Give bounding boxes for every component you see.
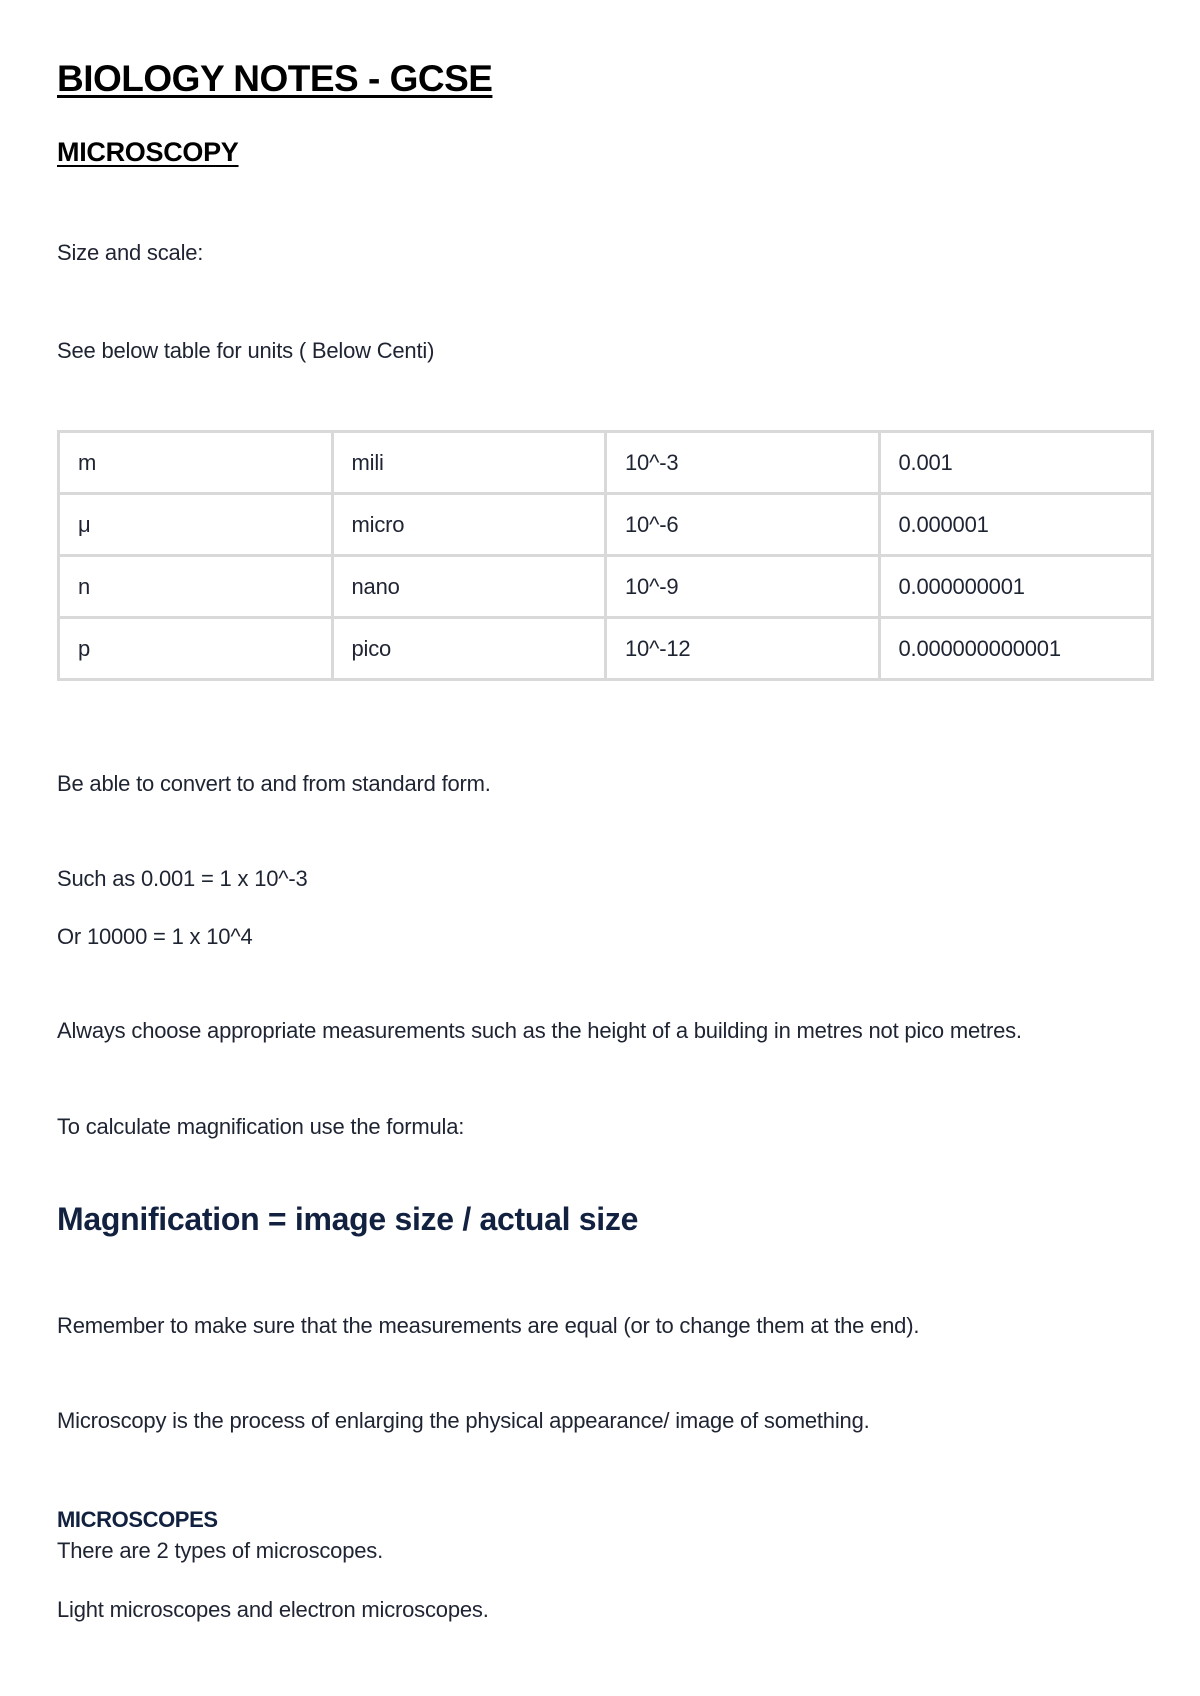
magnification-intro-text: To calculate magnification use the formula: [57, 1114, 465, 1139]
table-row [59, 494, 1153, 556]
unit-symbol-cell: m [59, 432, 333, 494]
unit-power-cell: 10^-9 [606, 556, 880, 618]
microscopes-heading: MICROSCOPES [57, 1507, 218, 1532]
microscopy-definition-text: Microscopy is the process of enlarging the physical appearance/ image of something. [57, 1408, 870, 1433]
table-row [59, 432, 1153, 494]
magnification-formula: Magnification = image size / actual size [57, 1201, 639, 1237]
size-and-scale-text: Size and scale: [57, 240, 204, 265]
table-row [59, 556, 1153, 618]
standard-form-text: Be able to convert to and from standard form. [57, 771, 491, 796]
unit-prefix-cell: nano [332, 556, 606, 618]
example-2-text: Or 10000 = 1 x 10^4 [57, 924, 253, 949]
unit-prefix-cell: mili [332, 432, 606, 494]
unit-power-cell: 10^-3 [606, 432, 880, 494]
unit-decimal-cell: 0.000000001 [879, 556, 1153, 618]
unit-symbol-cell: n [59, 556, 333, 618]
unit-power-cell: 10^-6 [606, 494, 880, 556]
microscope-types-text: Light microscopes and electron microscopes. [57, 1597, 489, 1622]
section-title-microscopy: MICROSCOPY [57, 137, 239, 167]
unit-power-cell: 10^-12 [606, 618, 880, 680]
remember-text: Remember to make sure that the measurements are equal (or to change them at the end). [57, 1313, 920, 1338]
unit-decimal-cell: 0.000001 [879, 494, 1153, 556]
document-title: BIOLOGY NOTES - GCSE [57, 58, 493, 99]
example-1-text: Such as 0.001 = 1 x 10^-3 [57, 866, 308, 891]
units-table [57, 430, 1154, 681]
appropriate-measurements-text: Always choose appropriate measurements such as the height of a building in metres not pico metres. [57, 1018, 1022, 1043]
unit-decimal-cell: 0.001 [879, 432, 1153, 494]
unit-prefix-cell: pico [332, 618, 606, 680]
microscope-types-count-text: There are 2 types of microscopes. [57, 1538, 383, 1563]
unit-decimal-cell: 0.000000000001 [879, 618, 1153, 680]
unit-symbol-cell: p [59, 618, 333, 680]
unit-symbol-cell: μ [59, 494, 333, 556]
unit-prefix-cell: micro [332, 494, 606, 556]
table-intro-text: See below table for units ( Below Centi) [57, 338, 435, 363]
table-row [59, 618, 1153, 680]
